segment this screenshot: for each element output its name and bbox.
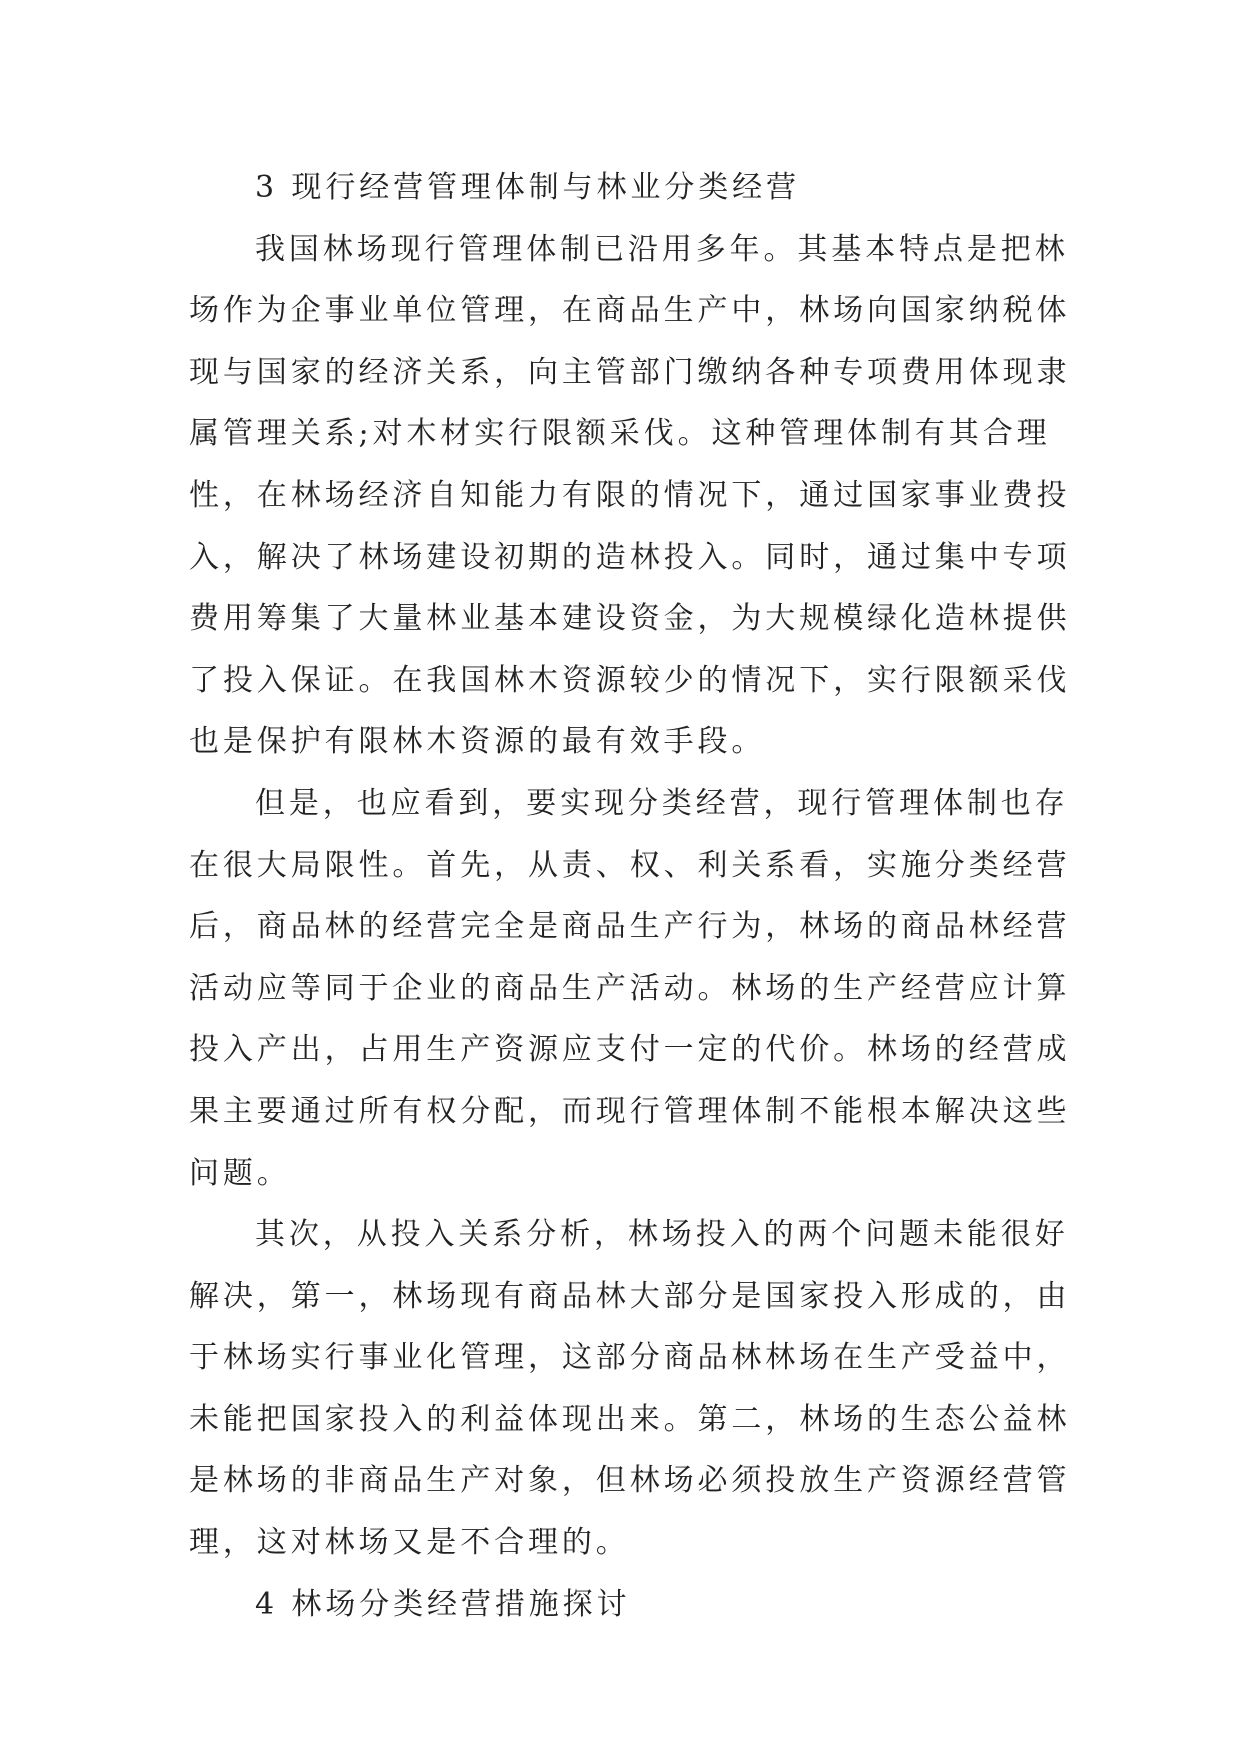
paragraph-line: 问题。 [189,1155,291,1191]
paragraph-line: 果主要通过所有权分配，而现行管理体制不能根本解决这些 [189,1093,1071,1129]
paragraph-line: 于林场实行事业化管理，这部分商品林林场在生产受益中， [189,1340,1071,1376]
paragraph-line: 我国林场现行管理体制已沿用多年。其基本特点是把林 [255,231,1069,267]
paragraph-1 [189,219,1071,773]
paragraph-line: 入，解决了林场建设初期的造林投入。同时，通过集中专项 [189,539,1071,575]
section-heading-3: 3 现行经营管理体制与林业分类经营 [255,170,800,205]
paragraph-line: 性，在林场经济自知能力有限的情况下，通过国家事业费投 [189,477,1071,513]
paragraph-line: 了投入保证。在我国林木资源较少的情况下，实行限额采伐 [189,662,1071,698]
paragraph-line: 但是，也应看到，要实现分类经营，现行管理体制也存 [255,785,1069,821]
paragraph-3 [189,1204,1071,1574]
paragraph-line: 未能把国家投入的利益体现出来。第二，林场的生态公益林 [189,1401,1071,1437]
document-body [189,157,1071,1635]
section-heading-4: 4 林场分类经营措施探讨 [255,1586,631,1622]
paragraph-line: 是林场的非商品生产对象，但林场必须投放生产资源经营管 [189,1463,1071,1499]
paragraph-line: 场作为企事业单位管理，在商品生产中，林场向国家纳税体 [189,293,1071,329]
paragraph-line: 其次，从投入关系分析，林场投入的两个问题未能很好 [255,1217,1069,1253]
paragraph-line: 后，商品林的经营完全是商品生产行为，林场的商品林经营 [189,909,1071,945]
paragraph-line: 活动应等同于企业的商品生产活动。林场的生产经营应计算 [189,970,1071,1006]
paragraph-2 [189,773,1071,1204]
paragraph-line: 现与国家的经济关系，向主管部门缴纳各种专项费用体现隶 [189,354,1071,390]
paragraph-line: 费用筹集了大量林业基本建设资金，为大规模绿化造林提供 [189,601,1071,637]
paragraph-line: 也是保护有限林木资源的最有效手段。 [189,724,766,760]
paragraph-line: 在很大局限性。首先，从责、权、利关系看，实施分类经营 [189,847,1071,883]
paragraph-line: 理，这对林场又是不合理的。 [189,1525,630,1561]
paragraph-line: 属管理关系;对木材实行限额采伐。这种管理体制有其合理 [189,416,1051,452]
paragraph-line: 投入产出，占用生产资源应支付一定的代价。林场的经营成 [189,1032,1071,1068]
paragraph-line: 解决，第一，林场现有商品林大部分是国家投入形成的，由 [189,1278,1071,1314]
